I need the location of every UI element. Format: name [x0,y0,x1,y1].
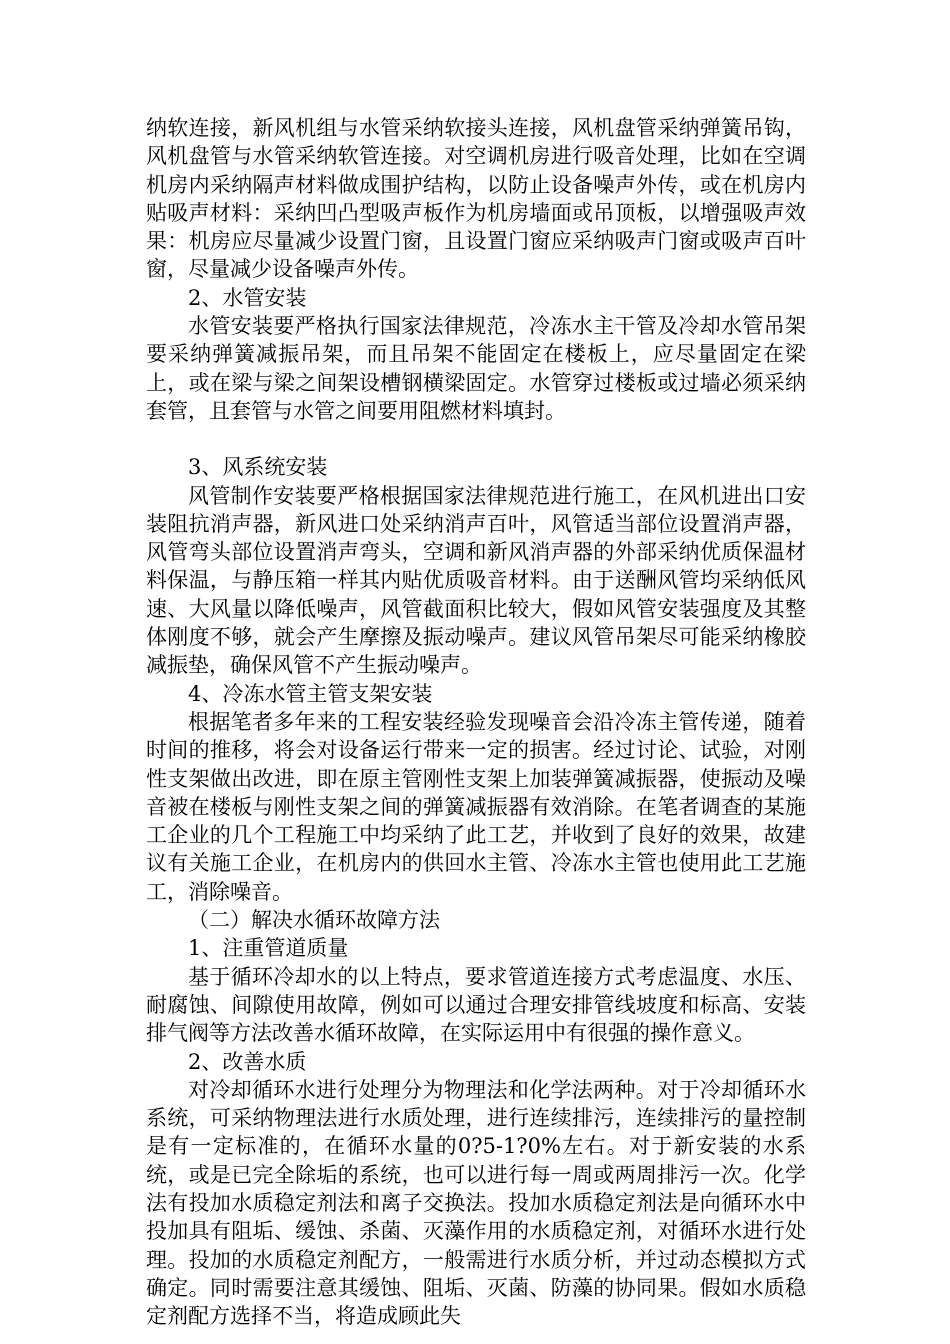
heading-pipe-quality: 1、注重管道质量 [188,936,349,961]
heading-water-pipe-installation: 2、水管安装 [188,285,307,310]
heading-water-quality: 2、改善水质 [188,1049,307,1074]
paragraph-water-quality: 对冷却循环水进行处理分为物理法和化学法两种。对于冷却循环水系统，可采纳物理法进行水质处理，进行连续排污，连续排污的量控制是有一定标准的，在循环水量的0?5-1?0%左右。对于新安装的水系统，或是已完全除垢的系统，也可以进行每一周或两周排污一次。化学法有投加水质稳定剂法和离子交换法。投加水质稳定剂法是向循环水中投加具有阻垢、缓蚀、杀菌、灭藻作用的水质稳定剂，对循环水进行处理。投加的水质稳定剂配方，一般需进行水质分析，并过动态模拟方式确定。同时需要注意其缓蚀、阻垢、灭菌、防藻的协同果。假如水质稳定剂配方选择不当，将造成顾此失 [146,1077,806,1329]
heading-air-system-installation: 3、风系统安装 [188,455,328,480]
heading-chilled-water-bracket: 4、冷冻水管主管支架安装 [188,681,433,706]
blank-line [146,425,806,453]
paragraph-air-system-installation: 风管制作安装要严格根据国家法律规范进行施工，在风机进出口安装阻抗消声器，新风进口处采纳消声百叶，风管适当部位设置消声器，风管弯头部位设置消声弯头，空调和新风消声器的外部采纳优质保温材料保温，与静压箱一样其内贴优质吸音材料。由于送酬风管均采纳低风速、大风量以降低噪声，风管截面积比较大，假如风管安装强度及其整体刚度不够，就会产生摩擦及振动噪声。建议风管吊架尽可能采纳橡胶减振垫，确保风管不产生振动噪声。 [146,483,806,678]
document-page [146,114,806,1330]
paragraph-noise-control-continued: 纳软连接，新风机组与水管采纳软接头连接，风机盘管采纳弹簧吊钩，风机盘管与水管采纳软管连接。对空调机房进行吸音处理，比如在空调机房内采纳隔声材料做成围护结构，以防止设备噪声外传，或在机房内贴吸声材料：采纳凹凸型吸声板作为机房墙面或吊顶板，以增强吸声效果：机房应尽量减少设置门窗，且设置门窗应采纳吸声门窗或吸声百叶窗，尽量减少设备噪声外传。 [146,116,806,282]
paragraph-water-pipe-installation: 水管安装要严格执行国家法律规范，冷冻水主干管及冷却水管吊架要采纳弹簧减振吊架，而且吊架不能固定在楼板上，应尽量固定在梁上，或在梁与梁之间架设槽钢横梁固定。水管穿过楼板或过墙必须采纳套管，且套管与水管之间要用阻燃材料填封。 [146,314,806,423]
paragraph-chilled-water-bracket: 根据笔者多年来的工程安装经验发现噪音会沿冷冻主管传递，随着时间的推移，将会对设备运行带来一定的损害。经过讨论、试验，对刚性支架做出改进，即在原主管刚性支架上加装弹簧减振器，使振动及噪音被在楼板与刚性支架之间的弹簧减振器有效消除。在笔者调查的某施工企业的几个工程施工中均采纳了此工艺，并收到了良好的效果，故建议有关施工企业，在机房内的供回水主管、冷冻水主管也使用此工艺施工，消除噪音。 [146,709,806,904]
section-heading-water-circulation: （二）解决水循环故障方法 [188,908,440,933]
paragraph-pipe-quality: 基于循环冷却水的以上特点，要求管道连接方式考虑温度、水压、耐腐蚀、间隙使用故障，例如可以通过合理安排管线坡度和标高、安装排气阀等方法改善水循环故障，在实际运用中有很强的操作意义。 [146,964,806,1046]
